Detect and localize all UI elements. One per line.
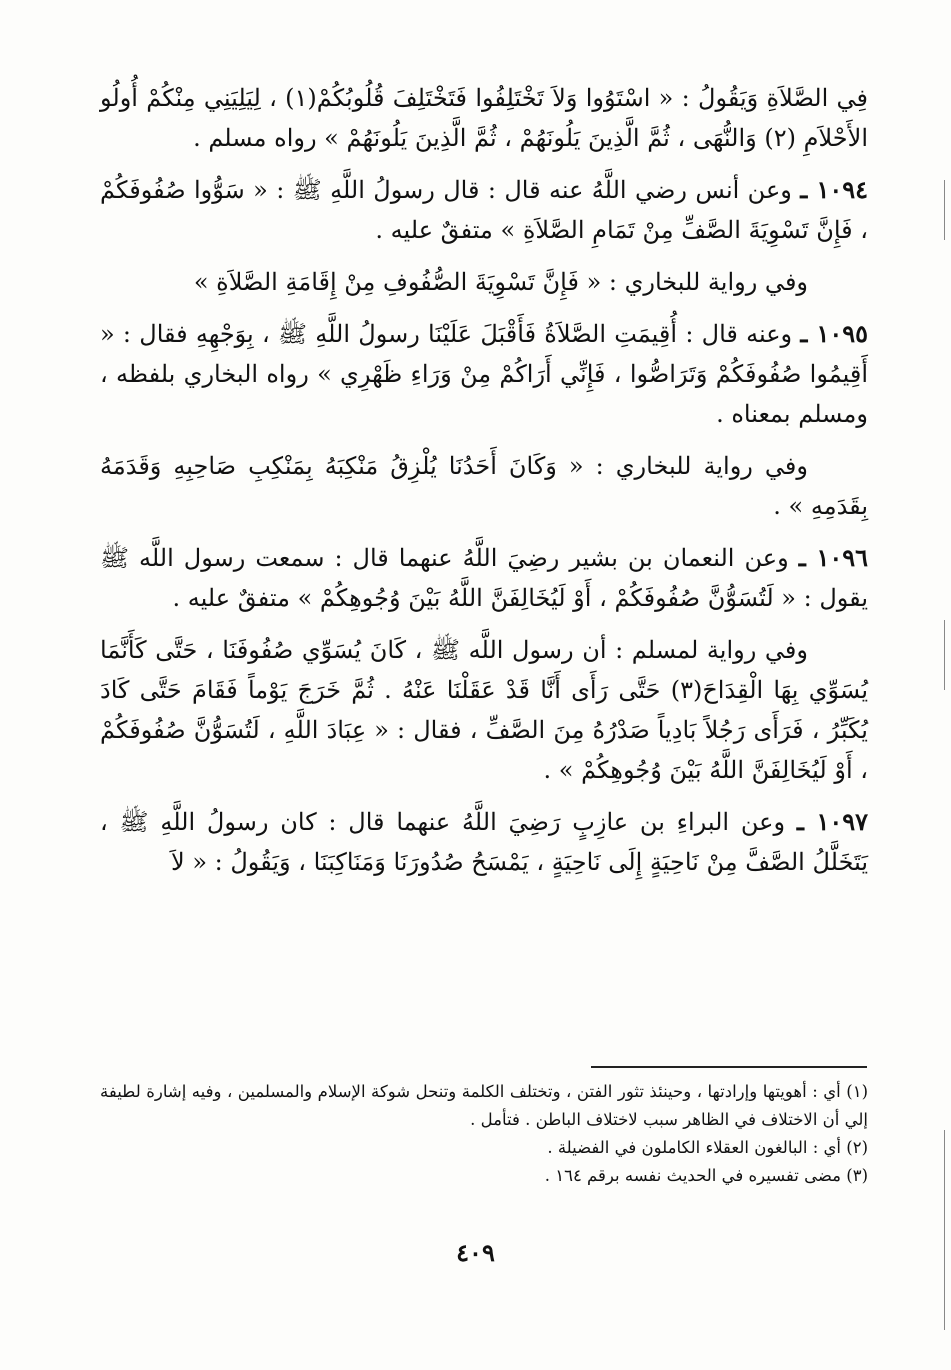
narration-bukhari-1	[100, 262, 868, 302]
footnote-1: (١) أي : أهويتها وإرادتها ، وحينئذ تثور الفتن ، وتختلف الكلمة وتنحل شوكة الإسلام والمسلمين ، وفيه إشارة لطيفة إلي أن الاختلاف في الظاهر سبب لاختلاف الباطن . فتأمل .	[100, 1082, 868, 1129]
scan-edge-mark	[944, 620, 945, 690]
paragraph-text: وفي رواية للبخاري : « فَإِنَّ تَسْوِيَةَ الصُّفُوفِ مِنْ إِقَامَةِ الصَّلاَةِ »	[193, 268, 808, 296]
footnote-3: (٣) مضى تفسيره في الحديث نفسه برقم ١٦٤ .	[544, 1166, 868, 1185]
narration-muslim	[100, 630, 868, 790]
hadith-1095	[100, 314, 868, 434]
hadith-text: وعن النعمان بن بشير رضِيَ اللَّهُ عنهما قال : سمعت رسول اللَّه ﷺ يقول : « لَتُسَوُّنَّ صُفُوفَكُمْ ، أَوْ لَيُخَالِفَنَّ اللَّهُ بَيْنَ وُجُوهِكُمْ » متفقٌ عليه .	[100, 544, 868, 612]
paragraph-text: فِي الصَّلاَةِ وَيَقُولُ : « اسْتَوُوا وَلاَ تَخْتَلِفُوا فَتَخْتَلِفَ قُلُوبُكُمْ(١) ، لِيَلِيَنِي مِنْكُمْ أُولُو الأَحْلاَمِ (٢) وَالنُّهَى ، ثُمَّ الَّذِينَ يَلُونَهُمْ ، ثُمَّ الَّذِينَ يَلُونَهُمْ » رواه مسلم .	[100, 84, 869, 152]
hadith-1094	[100, 170, 868, 250]
hadith-1096	[100, 538, 868, 618]
footnote-divider	[591, 1066, 867, 1068]
hadith-text: وعنه قال : أُقِيمَتِ الصَّلاَةُ فَأَقْبَلَ عَلَيْنَا رسولُ اللَّهِ ﷺ ، بِوَجْهِهِ فقال : « أَقِيمُوا صُفُوفَكُمْ وَتَرَاصُّوا ، فَإِنِّي أَرَاكُمْ مِنْ وَرَاءِ ظَهْرِي » رواه البخاري بلفظه ، ومسلم بمعناه .	[100, 320, 868, 428]
scan-edge-mark	[944, 1130, 945, 1330]
footnotes	[100, 1078, 868, 1190]
narration-bukhari-2	[100, 446, 868, 526]
main-text	[100, 78, 868, 894]
hadith-number: ١٠٩٤ ـ	[800, 175, 868, 204]
hadith-1097	[100, 802, 868, 882]
hadith-number: ١٠٩٦ ـ	[798, 543, 869, 572]
hadith-text: وعن البراءِ بن عازِبٍ رَضِيَ اللَّهُ عنهما قال : كان رسولُ اللَّهِ ﷺ ، يَتَخَلَّلُ الصَّفَّ مِنْ نَاحِيَةٍ إِلَى نَاحِيَةٍ ، يَمْسَحُ صُدُورَنَا وَمَنَاكِبَنَا ، وَيَقُولُ : « لاَ	[100, 808, 868, 876]
hadith-number: ١٠٩٧ ـ	[796, 807, 869, 836]
hadith-text: وعن أنس رضي اللَّهُ عنه قال : قال رسولُ اللَّهِ ﷺ : « سَوُّوا صُفُوفَكُمْ ، فَإِنَّ تَسْوِيَةَ الصَّفِّ مِنْ تَمَامِ الصَّلاَةِ » متفقٌ عليه .	[100, 176, 868, 244]
hadith-number: ١٠٩٥ ـ	[800, 319, 868, 348]
scan-edge-mark	[944, 180, 945, 240]
paragraph-text: وفي رواية لمسلم : أن رسول اللَّه ﷺ ، كَانَ يُسَوِّي صُفُوفَنَا ، حَتَّى كَأَنَّمَا يُسَوِّي بِهَا الْقِدَاحَ(٣) حَتَّى رَأَى أَنَّا قَدْ عَقَلْنَا عَنْهُ . ثُمَّ خَرَجَ يَوْماً فَقَامَ حَتَّى كَادَ يُكَبِّرُ ، فَرَأَى رَجُلاً بَادِياً صَدْرُهُ مِنَ الصَّفِّ ، فقال : « عِبَادَ اللَّهِ ، لَتُسَوُّنَّ صُفُوفَكُمْ ، أَوْ لَيُخَالِفَنَّ اللَّهُ بَيْنَ وُجُوهِكُمْ » .	[100, 636, 868, 784]
page-number: ٤٠٩	[456, 1238, 495, 1267]
footnote-2: (٢) أي : البالغون العقلاء الكاملون في الفضيلة .	[547, 1138, 868, 1157]
paragraph-continuation	[100, 78, 868, 158]
paragraph-text: وفي رواية للبخاري : « وَكَانَ أَحَدُنَا يُلْزِقُ مَنْكِبَهُ بِمَنْكِبِ صَاحِبِهِ وَقَدَمَهُ بِقَدَمِهِ » .	[100, 452, 868, 520]
